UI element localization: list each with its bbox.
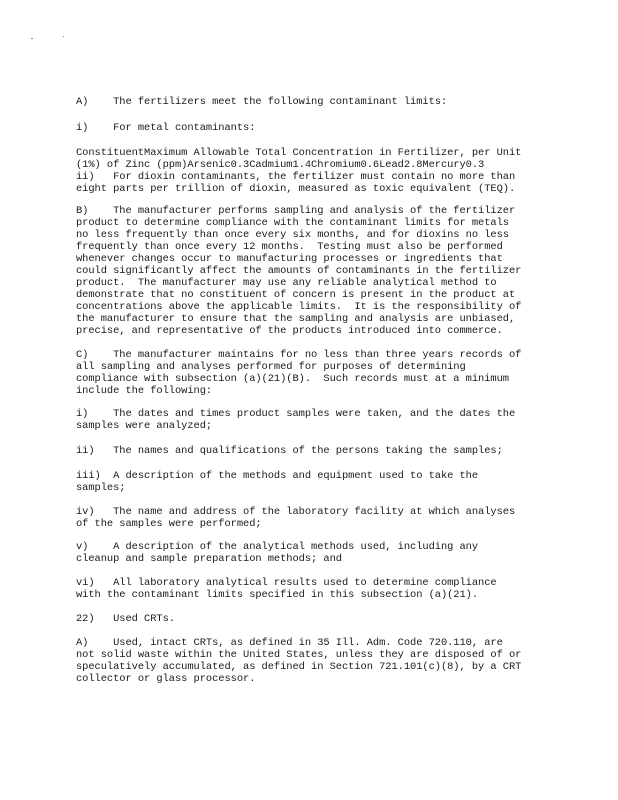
- paragraph-c-records: C) The manufacturer maintains for no less than three years records of all sampling and analyses performed for purposes of determining compliance with subsection (a)(21)(B). Such records must at a minimum include the following:: [76, 349, 522, 397]
- paragraph-a-contaminant-limits: A) The fertilizers meet the following contaminant limits:: [76, 96, 448, 108]
- paragraph-a-intact-crts: A) Used, intact CRTs, as defined in 35 Ill. Adm. Code 720.110, are not solid waste within the United States, unless they are disposed of or speculatively accumulated, as defined in Section 721.101(c)(8), by a CRT collector or glass processor.: [76, 637, 522, 685]
- scan-speck: [31, 38, 33, 39]
- paragraph-c-iv-laboratory: iv) The name and address of the laboratory facility at which analyses of the samples were performed;: [76, 506, 516, 530]
- paragraph-22-used-crts: 22) Used CRTs.: [76, 613, 175, 625]
- paragraph-c-ii-names: ii) The names and qualifications of the persons taking the samples;: [76, 445, 503, 457]
- paragraph-b-sampling-analysis: B) The manufacturer performs sampling and analysis of the fertilizer product to determine compliance with the contaminant limits for metals no less frequently than once every six months, and for dioxins no less frequently than once every 12 months. Testing must also be performed whenever changes occur to manufacturing processes or ingredients that could significantly affect the amounts of contaminants in the fertilizer product. The manufacturer may use any reliable analytical method to demonstrate that no constituent of concern is present in the product at concentrations above the applicable limits. It is the responsibility of the manufacturer to ensure that the sampling and analysis are unbiased, precise, and representative of the products introduced into commerce.: [76, 205, 522, 337]
- paragraph-i-metal-contaminants: i) For metal contaminants:: [76, 122, 256, 134]
- paragraph-constituent-table-and-dioxin: ConstituentMaximum Allowable Total Concentration in Fertilizer, per Unit (1%) of Zinc (ppm)Arsenic0.3Cadmium1.4Chromium0.6Lead2.8Mercury0.3 ii) For dioxin contaminants, the fertilizer must contain no more than eight parts per trillion of dioxin, measured as toxic equivalent (TEQ).: [76, 147, 522, 195]
- paragraph-c-vi-results: vi) All laboratory analytical results used to determine compliance with the contaminant limits specified in this subsection (a)(21).: [76, 577, 497, 601]
- paragraph-c-i-sample-dates: i) The dates and times product samples were taken, and the dates the samples were analyzed;: [76, 408, 516, 432]
- scan-speck: [63, 36, 64, 37]
- paragraph-c-iii-methods: iii) A description of the methods and equipment used to take the samples;: [76, 470, 479, 494]
- paragraph-c-v-analytical-methods: v) A description of the analytical methods used, including any cleanup and sample preparation methods; and: [76, 541, 479, 565]
